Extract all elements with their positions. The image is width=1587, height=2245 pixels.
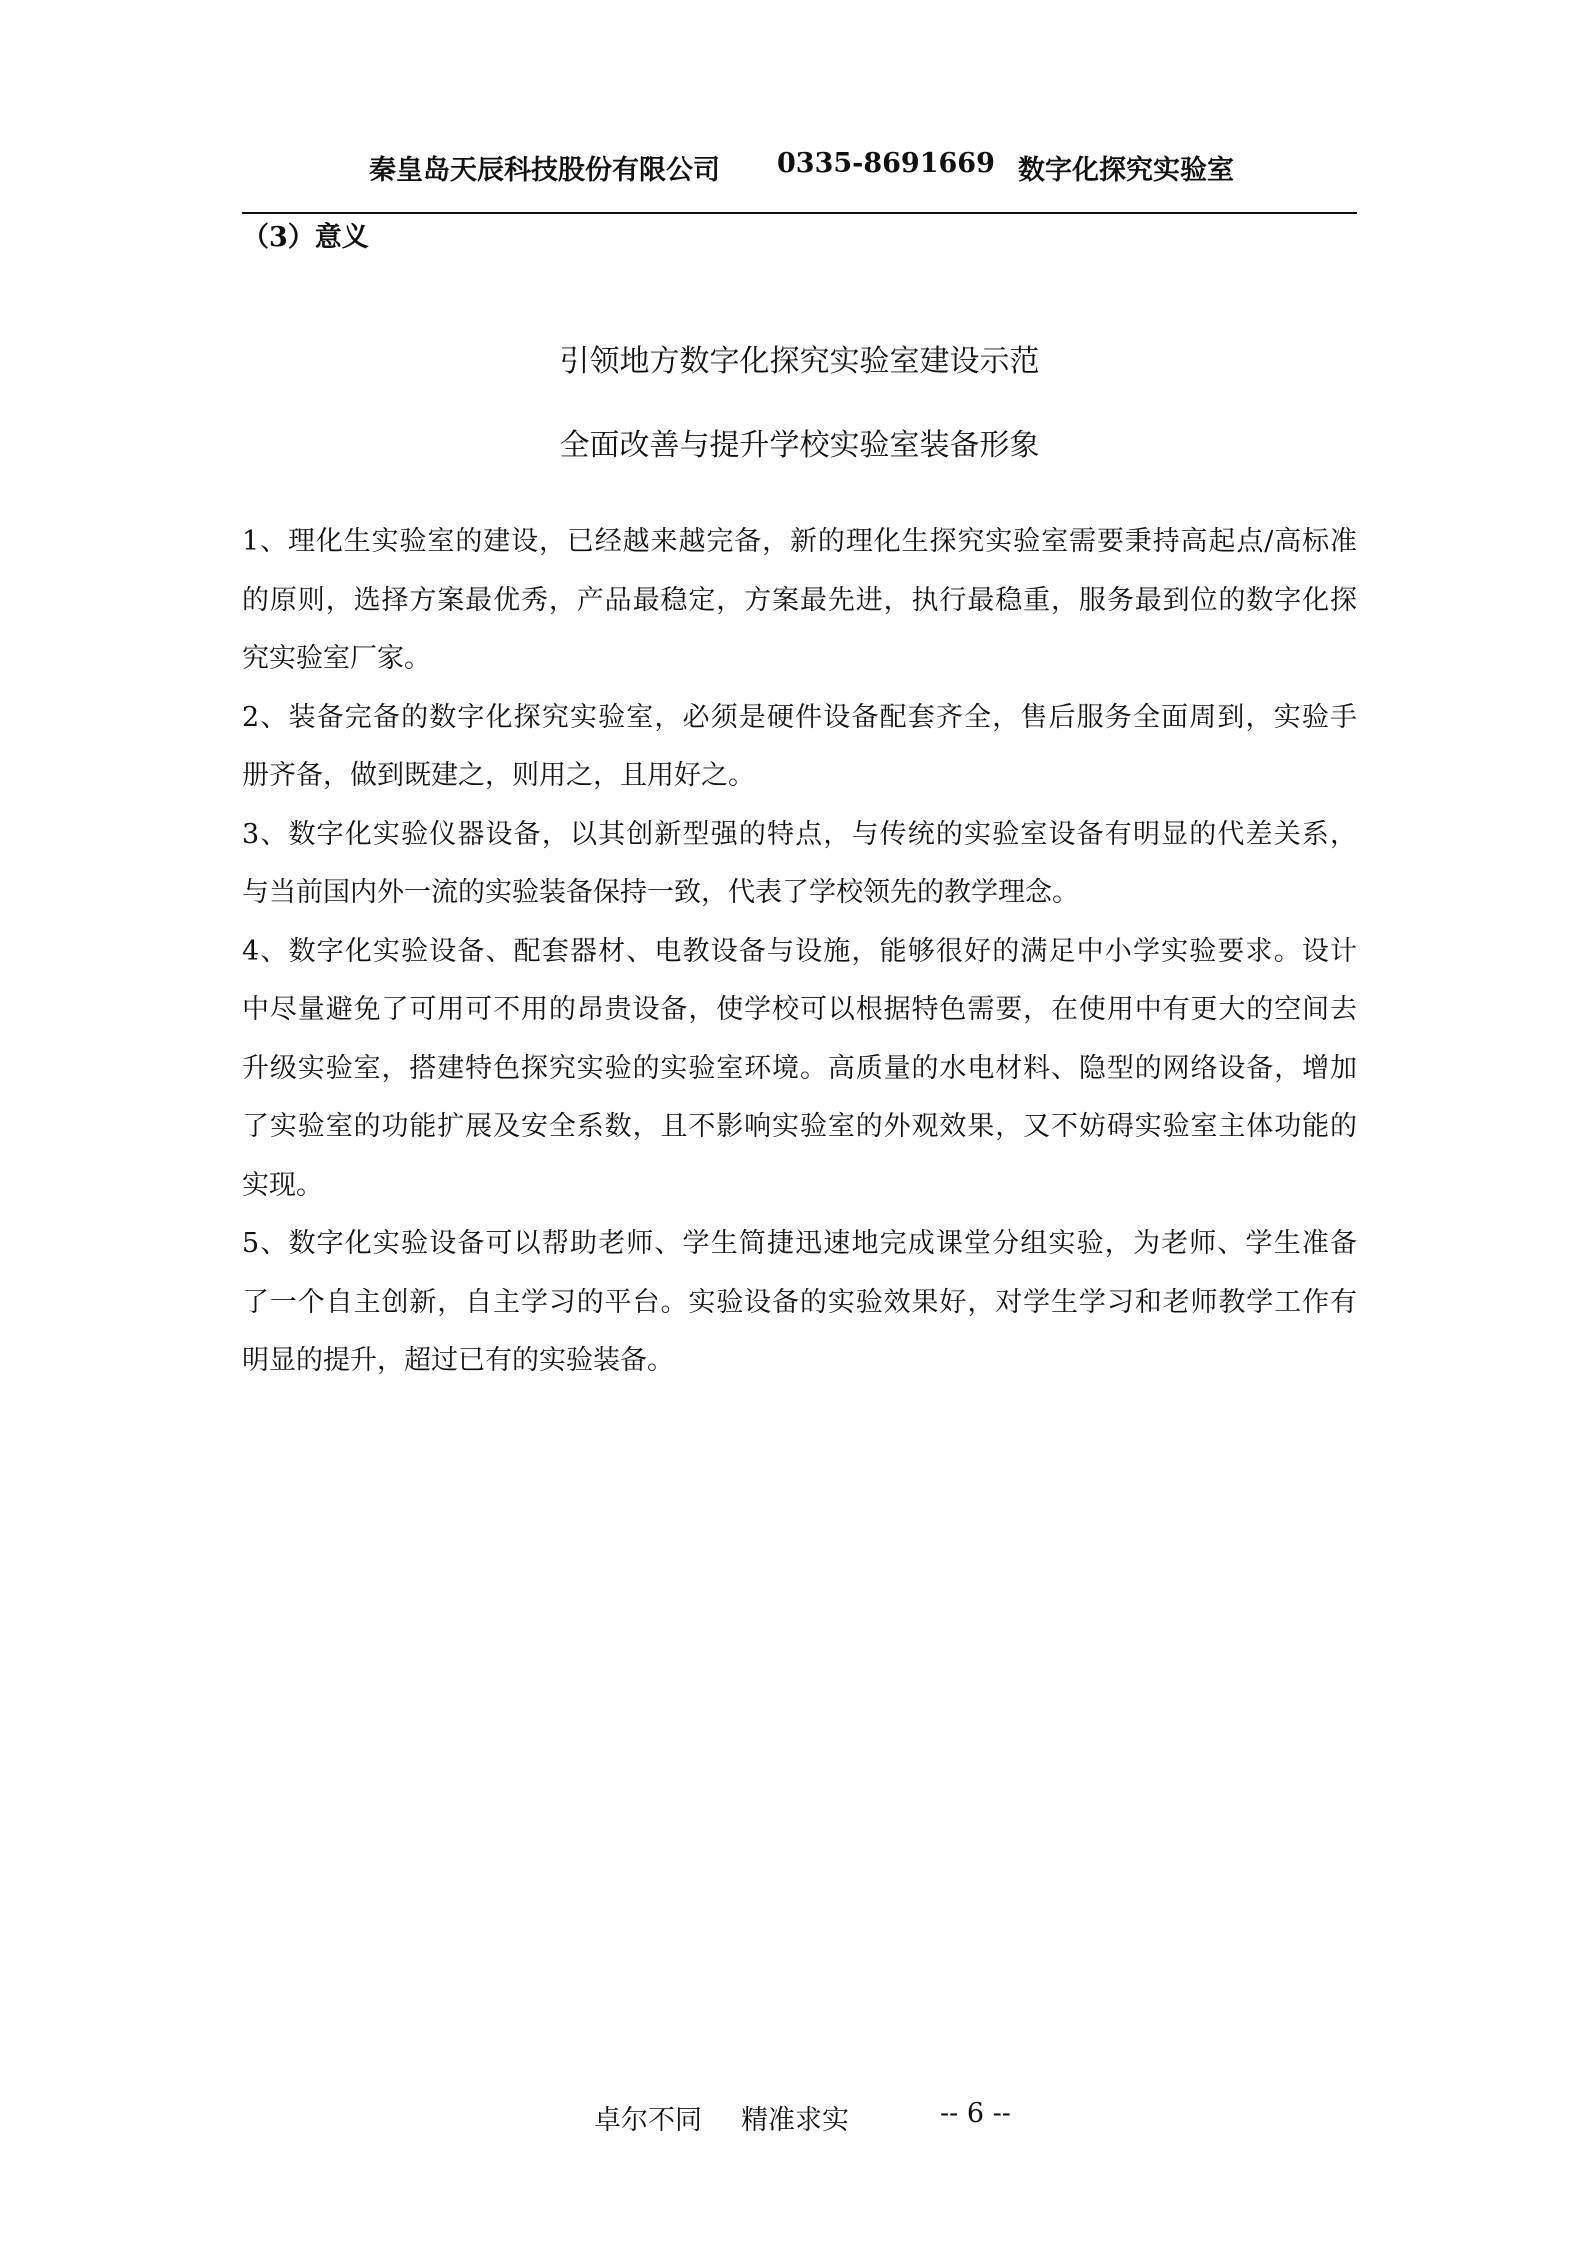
footer-motto-2: 精准求实 [741, 2105, 849, 2136]
title-line-1: 引领地方数字化探究实验室建设示范 [559, 344, 1040, 379]
header-phone: 0335-8691669 [777, 148, 995, 179]
paragraph-5-line: 了一个自主创新，自主学习的平台。实验设备的实验效果好，对学生学习和老师教学工作有 [242, 1286, 1357, 1318]
paragraph-1-line: 1、理化生实验室的建设，已经越来越完备，新的理化生探究实验室需要秉持高起点/高标准 [242, 526, 1357, 557]
section-heading: （3）意义 [242, 222, 369, 253]
paragraph-4-line: 实现。 [242, 1169, 323, 1201]
paragraph-5-line: 5、数字化实验设备可以帮助老师、学生简捷迅速地完成课堂分组实验，为老师、学生准备 [242, 1228, 1357, 1259]
paragraph-3-line: 3、数字化实验仪器设备，以其创新型强的特点，与传统的实验室设备有明显的代差关系， [242, 818, 1357, 850]
header-divider [242, 212, 1357, 214]
paragraph-5-line: 明显的提升，超过已有的实验装备。 [242, 1345, 674, 1376]
footer-motto-1: 卓尔不同 [594, 2105, 702, 2136]
page-footer [0, 2098, 1587, 2138]
paragraph-4-line: 4、数字化实验设备、配套器材、电教设备与设施，能够很好的满足中小学实验要求。设计 [242, 935, 1357, 967]
paragraph-4-line: 了实验室的功能扩展及安全系数，且不影响实验室的外观效果，又不妨碍实验室主体功能的 [242, 1111, 1357, 1142]
paragraph-1-line: 究实验室厂家。 [242, 643, 431, 674]
paragraph-2-line: 册齐备，做到既建之，则用之，且用好之。 [242, 760, 755, 791]
body-text [242, 513, 1357, 1391]
header-company: 秦皇岛天辰科技股份有限公司 [369, 155, 720, 186]
paragraph-4-line: 升级实验室，搭建特色探究实验的实验室环境。高质量的水电材料、隐型的网络设备，增加 [242, 1052, 1357, 1084]
paragraph-2-line: 2、装备完备的数字化探究实验室，必须是硬件设备配套齐全，售后服务全面周到，实验手 [242, 701, 1357, 733]
title-line-2: 全面改善与提升学校实验室装备形象 [559, 428, 1040, 463]
page-number: -- 6 -- [940, 2098, 1011, 2129]
paragraph-3-line: 与当前国内外一流的实验装备保持一致，代表了学校领先的教学理念。 [242, 877, 1079, 908]
header-lab-name: 数字化探究实验室 [1018, 155, 1234, 186]
paragraph-1-line: 的原则，选择方案最优秀，产品最稳定，方案最先进，执行最稳重，服务最到位的数字化探 [242, 584, 1357, 616]
page-header [242, 140, 1357, 190]
paragraph-4-line: 中尽量避免了可用可不用的昂贵设备，使学校可以根据特色需要，在使用中有更大的空间去 [242, 994, 1357, 1025]
